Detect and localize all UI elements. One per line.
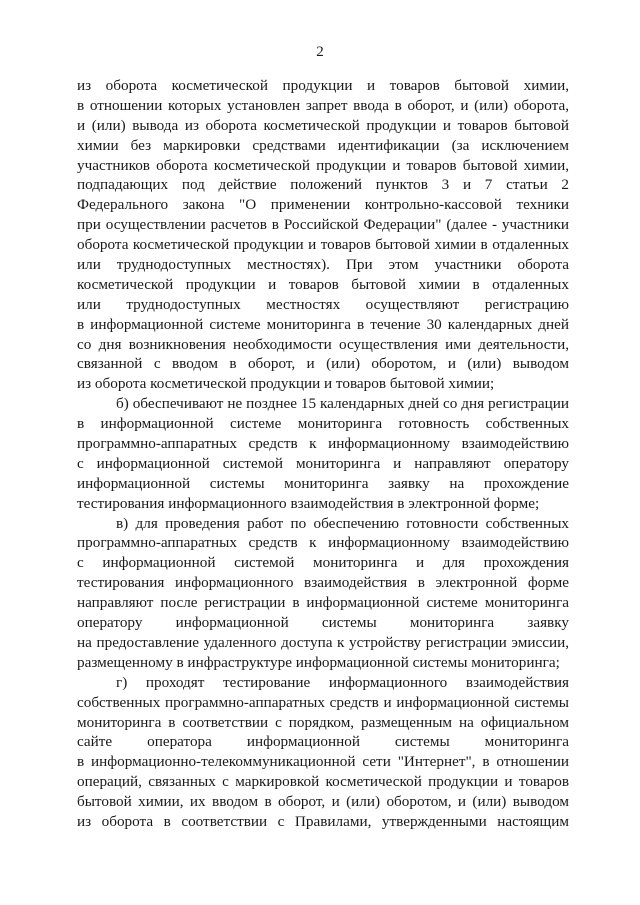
text-line: информационной системы мониторинга заявку на прохождение [77, 474, 569, 492]
text-line: со дня возникновения необходимости осуществления ими деятельности, [77, 335, 569, 353]
text-line: операций, связанных с маркировкой косметической продукции и товаров [77, 773, 569, 791]
page-number: 2 [316, 44, 324, 60]
text-line: бытовой химии, их вводом в оборот, и (или) оборотом, и (или) выводом [77, 793, 569, 811]
text-line: тестирования информационного взаимодействия в электронной форме [77, 574, 569, 592]
text-line: в информационно-телекоммуникационной сети "Интернет", в отношении [77, 753, 569, 771]
text-line: с информационной системой мониторинга и для прохождения [77, 554, 569, 572]
text-line: или труднодоступных местностях). При этом участники оборота [77, 256, 569, 274]
text-line: сайте оператора информационной системы мониторинга [77, 733, 569, 751]
text-line: в информационной системе мониторинга в течение 30 календарных дней [77, 315, 569, 333]
text-line: Федерального закона "О применении контрольно-кассовой техники [77, 196, 569, 214]
text-line: мониторинга в соответствии с порядком, размещенным на официальном [77, 713, 569, 731]
text-line: в отношении которых установлен запрет ввода в оборот, и (или) оборота, [77, 96, 569, 114]
text-line: программно-аппаратных средств к информационному взаимодействию [77, 435, 569, 453]
text-line: тестирования информационного взаимодействия в электронной форме; [77, 494, 540, 512]
text-line: оператору информационной системы мониторинга заявку [77, 614, 569, 632]
text-line: программно-аппаратных средств к информационному взаимодействию [77, 534, 569, 552]
text-line: направляют после регистрации в информационной системе мониторинга [77, 594, 569, 612]
text-line: химии без маркировки средствами идентификации (за исключением [77, 136, 569, 154]
text-line: в информационной системе мониторинга готовность собственных [77, 415, 569, 433]
body-text [77, 76, 569, 832]
text-line: и (или) вывода из оборота косметической продукции и товаров бытовой [77, 116, 569, 134]
text-line: подпадающих под действие положений пунктов 3 и 7 статьи 2 [77, 176, 569, 194]
text-line: г) проходят тестирование информационного взаимодействия [116, 673, 569, 691]
text-line: размещенному в инфраструктуре информационной системы мониторинга; [77, 653, 560, 671]
text-line: б) обеспечивают не позднее 15 календарных дней со дня регистрации [116, 395, 569, 413]
text-line: с информационной системой мониторинга и направляют оператору [77, 454, 569, 472]
text-line: при осуществлении расчетов в Российской Федерации" (далее - участники [77, 216, 569, 234]
text-line: участников оборота косметической продукции и товаров бытовой химии, [77, 156, 569, 174]
text-line: или труднодоступных местностях осуществляют регистрацию [77, 295, 569, 313]
text-line: на предоставление удаленного доступа к устройству регистрации эмиссии, [77, 633, 569, 651]
text-line: из оборота косметической продукции и товаров бытовой химии; [77, 375, 495, 393]
text-line: из оборота в соответствии с Правилами, утвержденными настоящим [77, 812, 569, 830]
text-line: собственных программно-аппаратных средств и информационной системы [77, 693, 569, 711]
text-line: в) для проведения работ по обеспечению готовности собственных [116, 514, 569, 532]
text-line: связанной с вводом в оборот, и (или) оборотом, и (или) выводом [77, 355, 569, 373]
text-line: из оборота косметической продукции и товаров бытовой химии, [77, 77, 569, 94]
text-line: косметической продукции и товаров бытовой химии в отдаленных [77, 275, 569, 293]
text-line: оборота косметической продукции и товаров бытовой химии в отдаленных [77, 236, 569, 254]
